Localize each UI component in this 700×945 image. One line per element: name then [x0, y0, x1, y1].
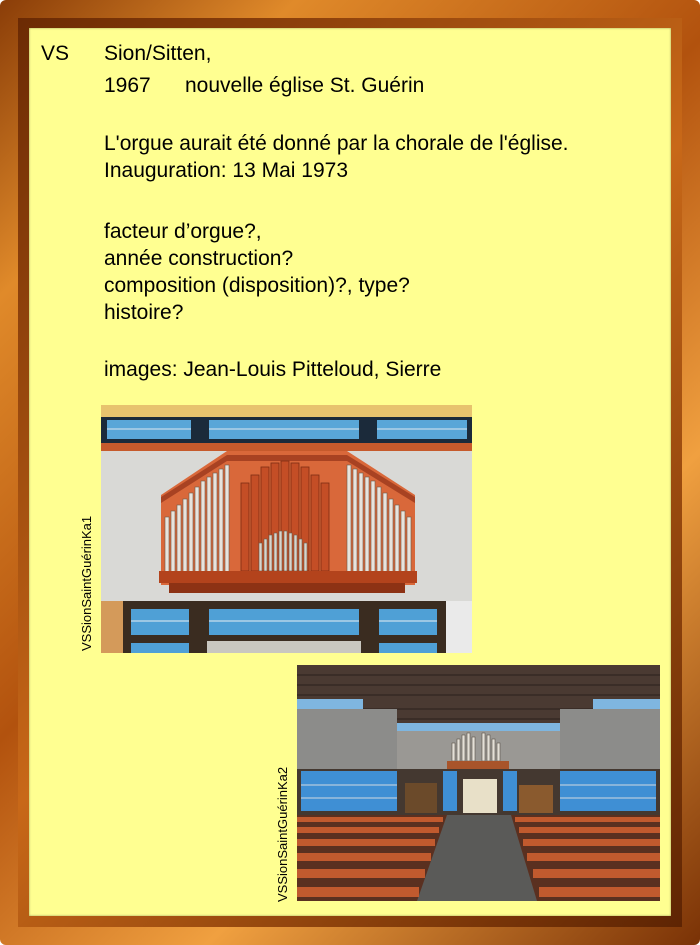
- organ-photo: [101, 405, 472, 653]
- nave-photo-art: [297, 665, 660, 901]
- organ-photo-art: [101, 405, 472, 653]
- content-panel: [29, 28, 671, 916]
- canton-label: VS: [41, 42, 70, 65]
- organ-photo-caption: VSSionSaintGuérinKa1: [79, 515, 94, 651]
- note-inauguration: Inauguration: 13 Mai 1973: [104, 159, 349, 182]
- place-name: Sion/Sitten,: [104, 42, 212, 65]
- question-composition: composition (disposition)?, type?: [104, 274, 410, 297]
- nave-photo: [297, 665, 660, 901]
- image-credits: images: Jean-Louis Pitteloud, Sierre: [104, 358, 442, 381]
- question-history: histoire?: [104, 301, 184, 324]
- question-year: année construction?: [104, 247, 294, 270]
- nave-photo-caption: VSSionSaintGuérinKa2: [275, 766, 290, 902]
- church-year: 1967: [104, 74, 151, 97]
- note-donation: L'orgue aurait été donné par la chorale de l'église.: [104, 132, 569, 155]
- question-builder: facteur d’orgue?,: [104, 220, 262, 243]
- church-name: nouvelle église St. Guérin: [185, 74, 425, 97]
